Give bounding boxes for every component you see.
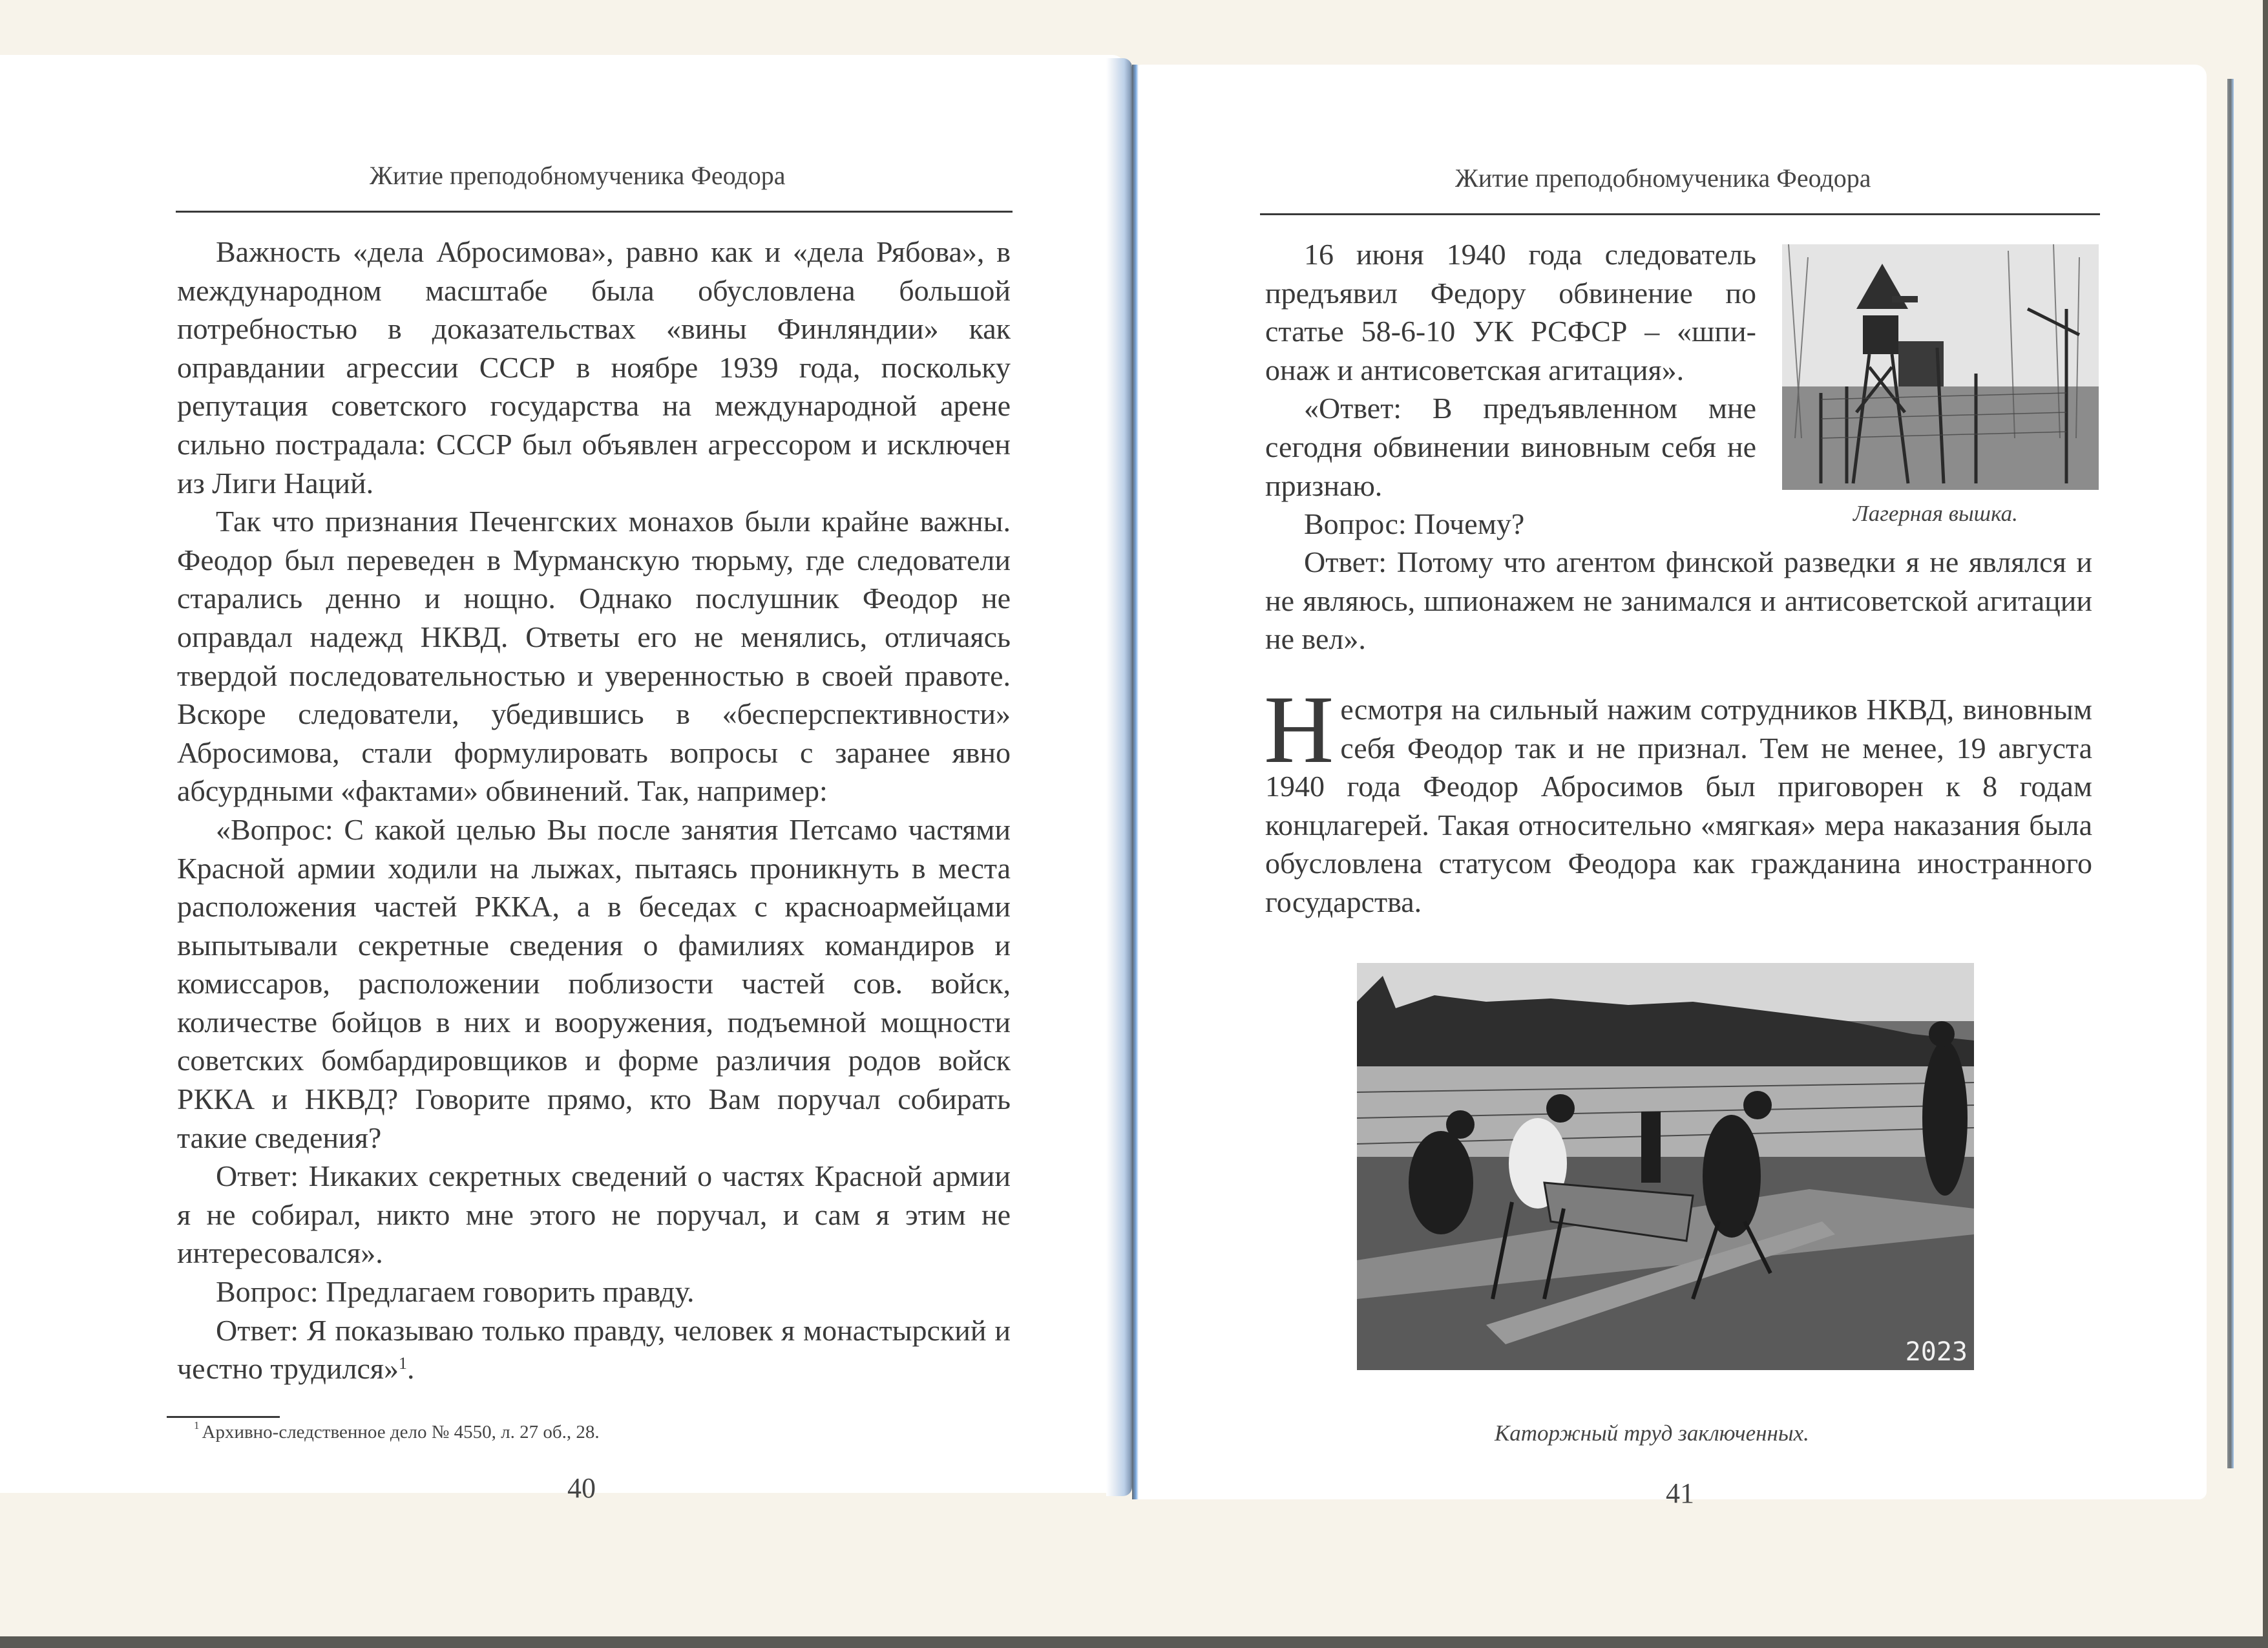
paragraph-text: Ответ: Я показываю только правду, человек я монастырский и честно трудился» [177,1313,1011,1386]
left-page-body [177,233,1011,1388]
prisoners-labor-photo [1357,963,1974,1370]
scan-edge-bottom [0,1636,2268,1648]
labor-caption: Каторжный труд заключенных. [1495,1421,1809,1446]
book-gutter-right [1132,65,1139,1499]
right-page-body-top [1265,235,1756,544]
paragraph-with-footnote: Ответ: Я показываю только правду, человек я монастырский и честно трудился»$^1$. [177,1313,1011,1386]
paragraph: Ответ: Потому что агентом финской разведки я не являлся и не являюсь, шпионажем не занимался и антисоветской агитации не вел». [1265,545,2092,656]
running-head-right: Житие преподобномученика Феодора [1455,164,1871,193]
page-number-right: 41 [1666,1477,1694,1509]
paragraph: «Ответ: В предъявленном мне сегодня обвинении виновным себя не признаю. [1265,392,1756,502]
section-paragraph [1264,676,2092,922]
watchtower-caption: Лагерная вышка. [1853,501,2018,526]
page-edge-right [2227,79,2234,1468]
book-gutter-left [1106,58,1132,1496]
footnote-text: Архивно-следственное дело № 4550, л. 27 об., 28. [202,1422,600,1442]
paragraph: Так что признания Печенгских монахов были крайне важны. Феодор был переведен в Мурманскую тюрьму, где следователи старались денно и нощно. Однако послушник Феодор не оправдал надежд НКВД. Ответы его не менялись, отличаясь твердой последовательностью и уверенностью в своей правоте. Вскоре следователи, убедившись в «бесперспективности» Абросимова, стали формулировать вопросы с заранее явно абсурдными «фактами» обвинений. Так, например: [177,505,1011,808]
paragraph: Вопрос: Почему? [1304,507,1525,541]
paragraph: 16 июня 1940 года следователь предъявил Федору обвинение по статье 58-6-10 УК РСФСР – «шпионаж и антисоветская агитация». [1265,238,1756,386]
right-page-body-answer [1265,543,2092,659]
paragraph: Вопрос: Предлагаем говорить правду. [216,1275,695,1309]
paragraph: Ответ: Никаких секретных сведений о частях Красной армии я не собирал, никто мне этого не поручал, и сам я этим не интересовался». [177,1159,1011,1270]
photo-stamp: 2023 [1905,1337,1968,1367]
section-text: есмотря на сильный нажим сотрудников НКВД, виновным себя Феодор так и не признал. Тем не менее, 19 августа 1940 года Феодор Абросимов был приговорен к 8 годам концлагерей. Такая относительно «мягкая» мера наказания была обусловлена статусом Феодора как гражданина иностранного государства. [1265,693,2092,918]
header-rule-right [1260,213,2100,215]
running-head-left: Житие преподобномученика Феодора [370,161,786,190]
watchtower-illustration [1782,244,2099,490]
header-rule-left [176,211,1013,213]
footnote-marker: 1 [194,1419,200,1431]
footnote-ref[interactable]: 1 [399,1354,408,1373]
footnote [194,1419,600,1443]
labor-illustration [1357,963,1974,1370]
drop-cap: Н [1264,676,1334,783]
paragraph: «Вопрос: С какой целью Вы после занятия Петсамо частями Красной армии ходили на лыжах, пытаясь проникнуть в места расположения частей РККА, а в беседах с красноармейцами выпытывали секретные сведения о фамилиях командиров и комиссаров, расположении поблизости частей сов. войск, количестве бойцов в них и вооружения, подъемной мощности советских бомбардировщиков и форме различия родов войск РККА и НКВД? Говорите прямо, кто Вам поручал собирать такие сведения? [177,812,1011,1154]
right-page-section [1264,676,2092,922]
watchtower-photo [1782,244,2099,490]
paragraph: Важность «дела Абросимова», равно как и «дела Рябова», в международном масштабе была обусловлена большой потребностью в доказательствах «вины Финляндии» как оправдании агрессии СССР в ноябре 1939 года, поскольку репутация советского государства на международной арене сильно пострадала: СССР был объявлен агрессором и исключен из Лиги Наций. [177,235,1011,500]
footnote-rule [167,1416,280,1418]
page-number-left: 40 [567,1472,596,1504]
scan-edge-right [2263,0,2268,1648]
